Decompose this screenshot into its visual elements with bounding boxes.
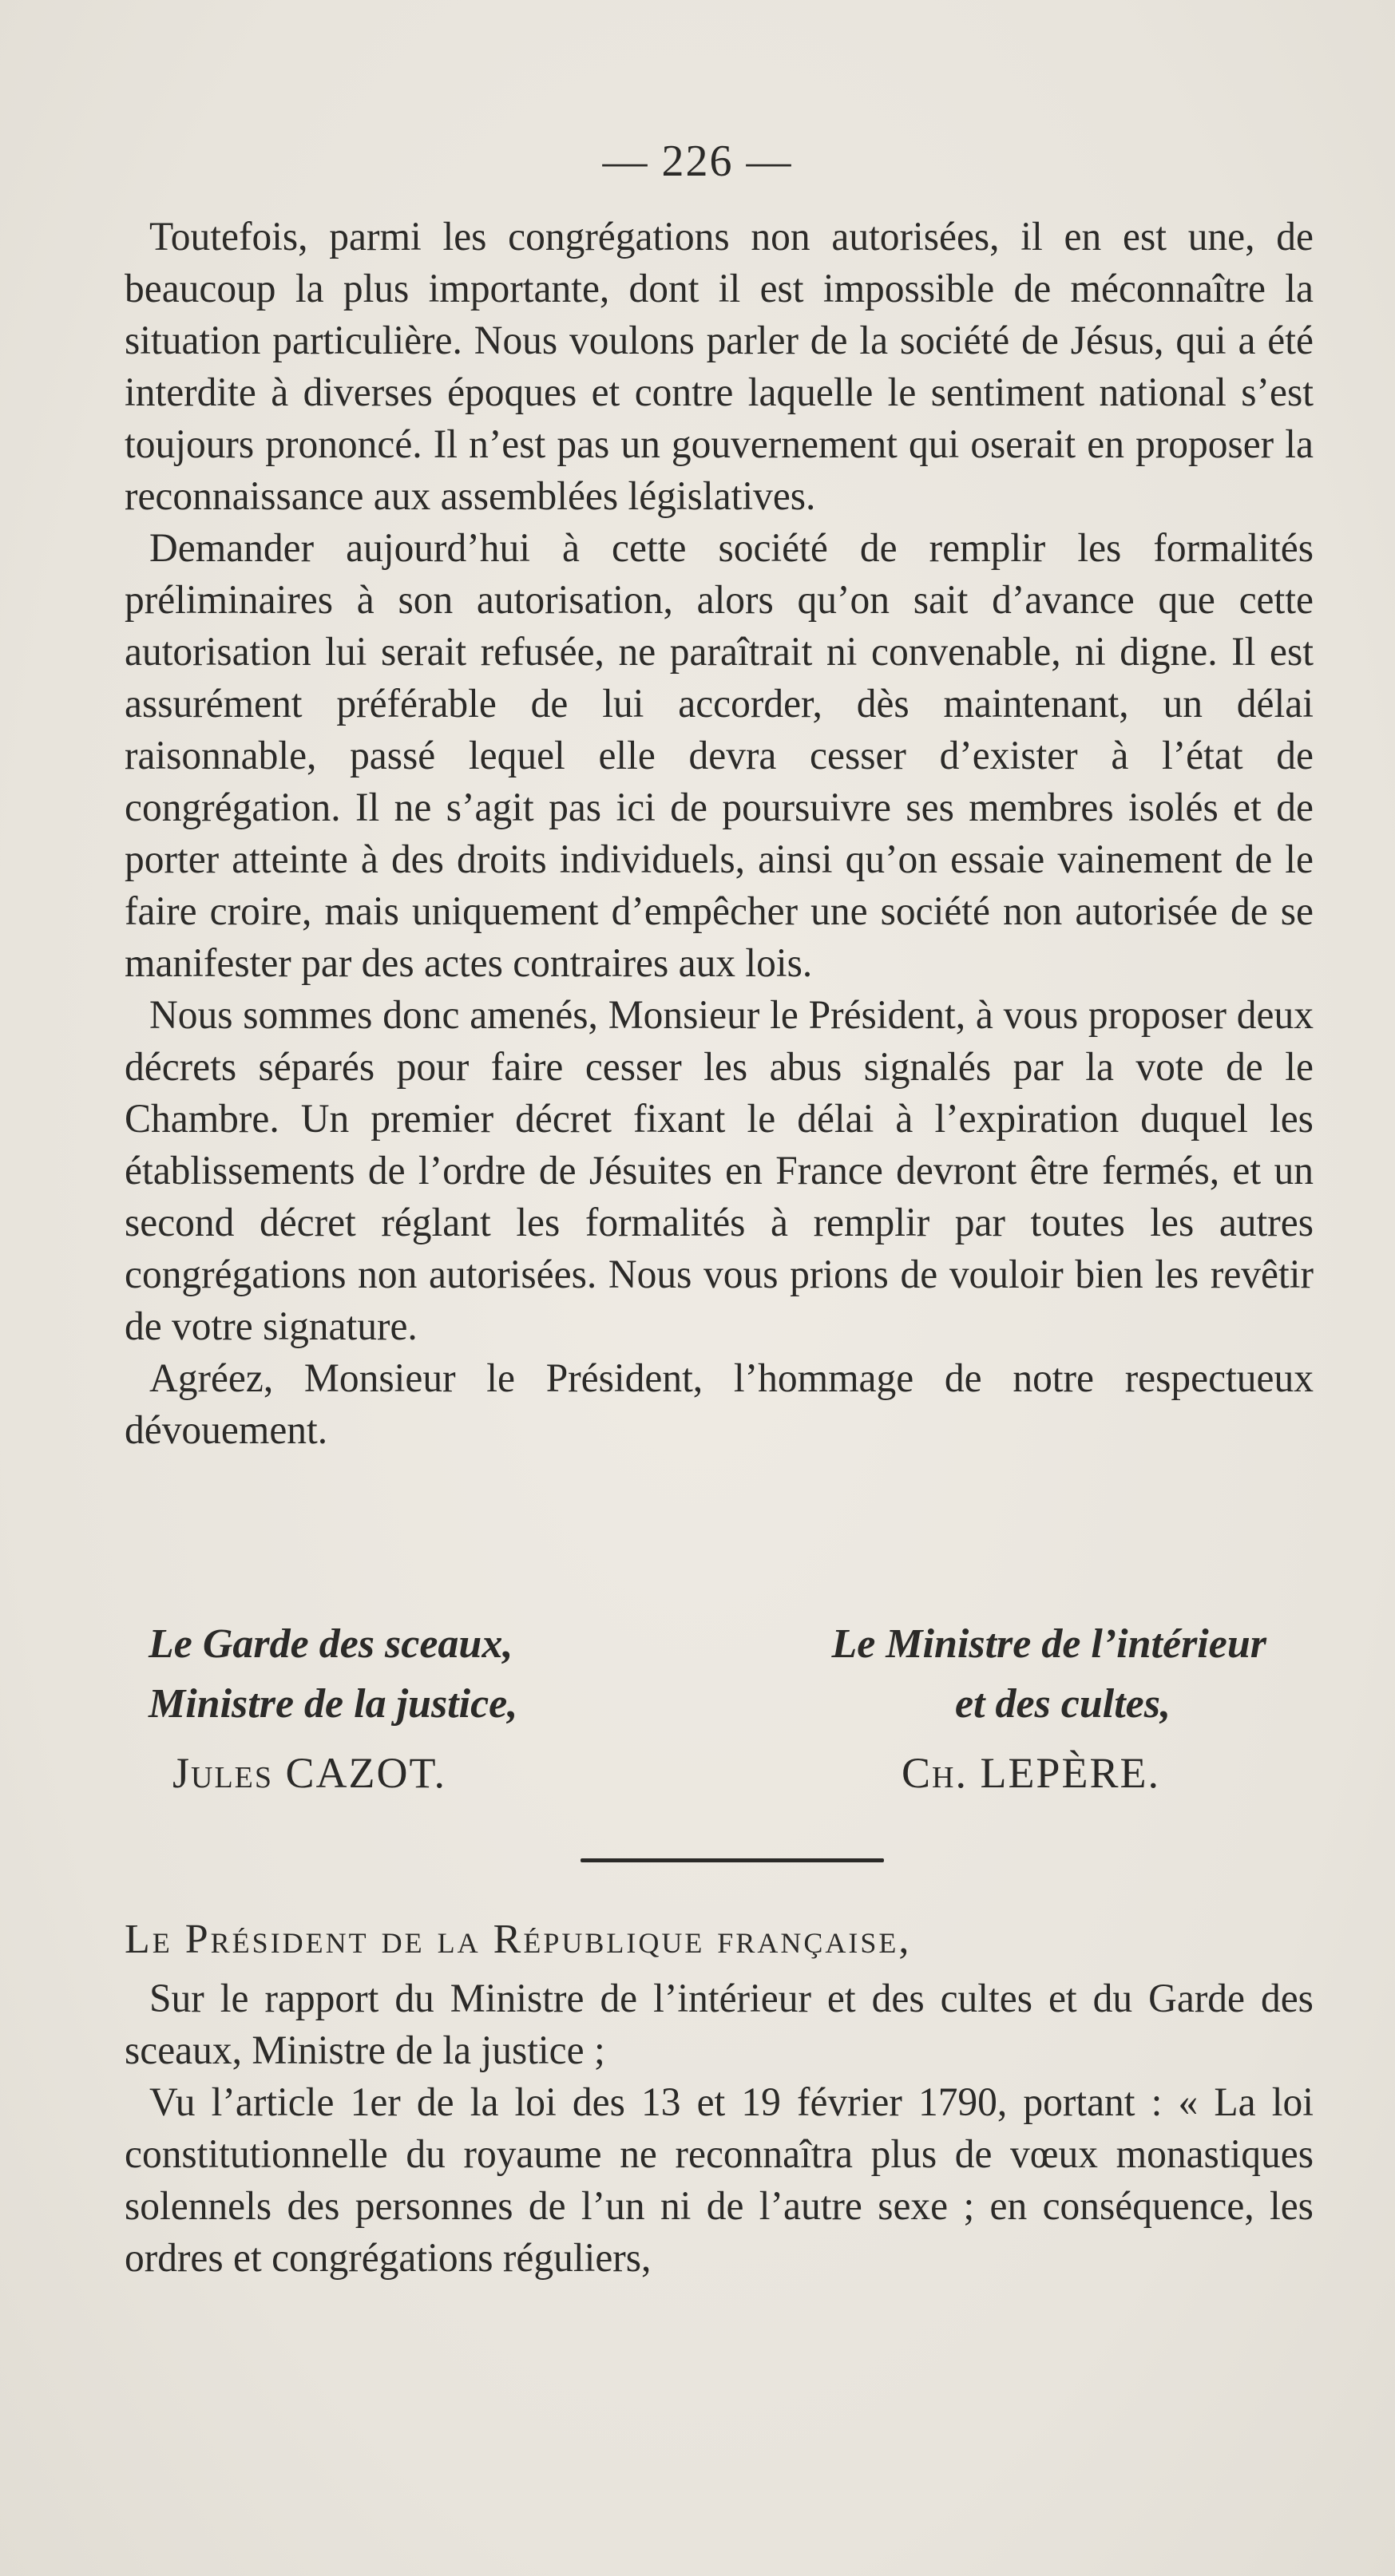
decree-heading	[125, 1916, 911, 1963]
paragraph: Nous sommes donc amenés, Monsieur le Président, à vous proposer deux décrets séparés pour faire cesser les abus signalés par la vote de le Chambre. Un premier décret fixant le délai à l’expiration duquel les établissements de l’ordre de Jésuites en France devront être fermés, et un second décret réglant les formalités à remplir par toutes les autres congrégations non autorisées. Nous vous prions de vouloir bien les revêtir de votre signature.	[125, 993, 1314, 1349]
right-signatory-name: Ch. LEPÈRE.	[902, 1749, 1160, 1797]
decree-heading-text: Le Président de la République française,	[125, 1917, 912, 1962]
separator-rule	[581, 1858, 884, 1862]
page-number: — 226 —	[602, 137, 793, 186]
paragraph: Demander aujourd’hui à cette société de remplir les formalités préliminaires à son autorisation, alors qu’on sait d’avance que cette autorisation lui serait refusée, ne paraîtrait ni convenable, ni digne. Il est assurément préférable de lui accorder, dès maintenant, un délai raisonnable, passé lequel elle devra cesser d’exister à l’état de congrégation. Il ne s’agit pas ici de poursuivre ses membres isolés et de porter atteinte à des droits individuels, ainsi qu’on essaie vainement de le faire croire, mais uniquement d’empêcher une société non autorisée de se manifester par des actes contraires aux lois.	[125, 526, 1314, 986]
left-signatory-title: Le Garde des sceaux,	[149, 1621, 513, 1667]
decree-body	[125, 1973, 1314, 2285]
report-body	[125, 212, 1314, 1457]
paragraph: Agréez, Monsieur le Président, l’hommage de notre respectueux dévouement.	[125, 1356, 1314, 1453]
left-signatory-name: Jules CAZOT.	[172, 1749, 446, 1797]
right-signatory-title: Le Ministre de l’intérieur	[831, 1621, 1266, 1667]
right-signatory-subtitle: et des cultes,	[954, 1681, 1171, 1727]
paragraph: Toutefois, parmi les congrégations non autorisées, il en est une, de beaucoup la plus importante, dont il est impossible de méconnaître la situation particulière. Nous voulons parler de la société de Jésus, qui a été interdite à diverses époques et contre laquelle le sentiment national s’est toujours prononcé. Il n’est pas un gouvernement qui oserait en proposer la reconnaissance aux assemblées législatives.	[125, 215, 1314, 519]
left-signatory-subtitle: Ministre de la justice,	[149, 1681, 518, 1727]
paragraph: Vu l’article 1er de la loi des 13 et 19 février 1790, portant : « La loi constitutionnelle du royaume ne reconnaîtra plus de vœux monastiques solennels des personnes de l’un ni de l’autre sexe ; en conséquence, les ordres et congrégations réguliers,	[125, 2080, 1314, 2281]
paragraph: Sur le rapport du Ministre de l’intérieur et des cultes et du Garde des sceaux, Ministre de la justice ;	[125, 1977, 1314, 2073]
